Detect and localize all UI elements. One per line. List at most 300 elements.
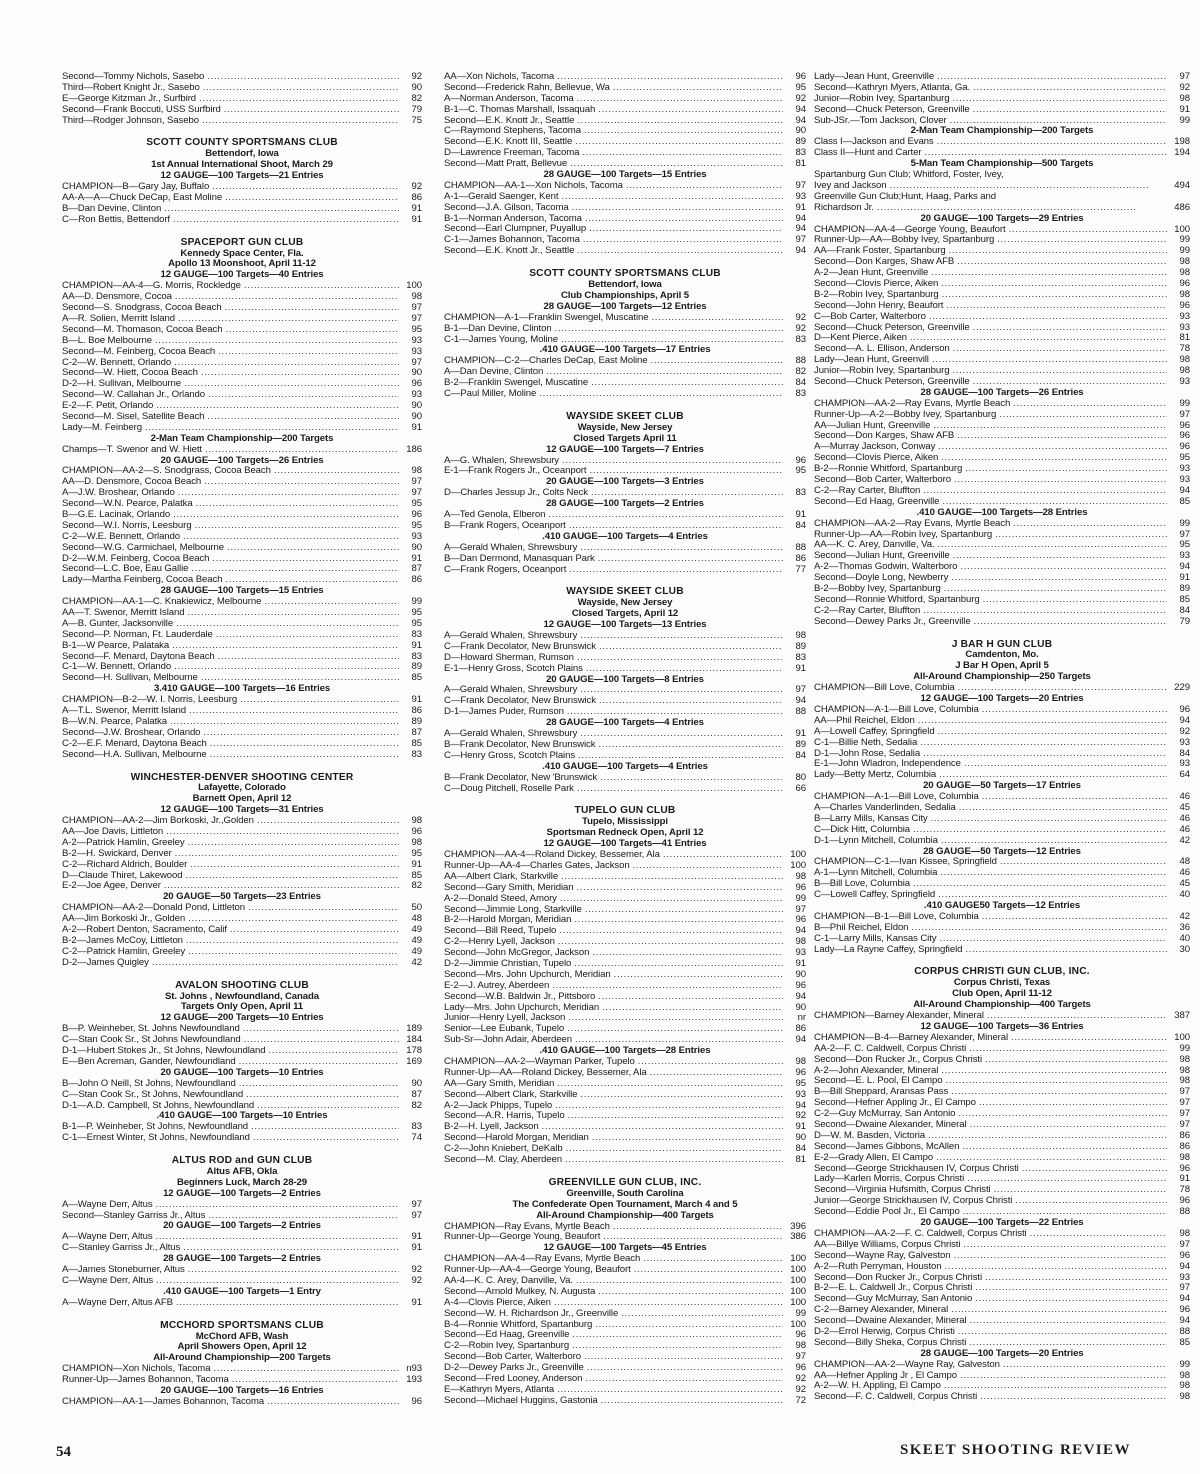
result-score: 93	[1179, 550, 1190, 562]
result-name: E-2—Joe Agee, Denver	[62, 880, 161, 892]
dot-leader	[580, 729, 783, 740]
result-row	[62, 336, 422, 347]
dot-leader	[980, 1392, 1167, 1403]
result-name: B-2—H. Lyell, Jackson	[444, 1121, 539, 1133]
event-heading: 28 GAUGE—100 Targets—15 Entries	[160, 585, 324, 597]
result-row	[814, 312, 1190, 323]
result-score: 91	[411, 858, 422, 870]
result-name: Second—Hefner Appling Jr., El Campo	[814, 1097, 976, 1109]
dot-leader	[156, 1200, 399, 1211]
result-name: Second—Clovis Pierce, Aiken	[814, 452, 939, 464]
event-heading: 1st Annual International Shoot, March 29	[151, 159, 333, 171]
dot-leader	[1015, 1196, 1167, 1207]
result-name: CHAMPION—A-1—Bill Love, Columbia	[814, 791, 979, 803]
result-name: C—Raymond Stephens, Tacoma	[444, 125, 581, 137]
result-score: 97	[795, 1351, 806, 1363]
result-score: 86	[1179, 1140, 1190, 1152]
dot-leader	[568, 1013, 783, 1024]
result-row	[444, 773, 806, 784]
result-row	[62, 1133, 422, 1144]
dot-leader	[941, 836, 1167, 847]
result-name: CHAMPION—AA-2—S. Snodgrass, Cocoa Beach	[62, 465, 271, 477]
dot-leader	[938, 727, 1167, 738]
result-name: Second—Billy Sheka, Corpus Christi	[814, 1336, 967, 1348]
result-score: 97	[795, 179, 806, 191]
result-score: 96	[795, 454, 806, 466]
dot-leader	[965, 945, 1167, 956]
event-heading: Club Championships, April 5	[560, 289, 690, 301]
result-name: A—J.W. Broshear, Orlando	[62, 487, 175, 499]
result-score: 98	[1179, 354, 1190, 366]
dot-leader	[974, 617, 1167, 628]
result-score: 94	[1179, 1293, 1190, 1305]
result-name: Second—M. Sisel, Satellite Beach	[62, 410, 205, 422]
dot-leader	[224, 303, 399, 314]
result-name: Second—Tommy Nichols, Sasebo	[62, 71, 205, 82]
result-name: C-2—Henry Lyell, Jackson	[444, 936, 555, 948]
result-name: A—Gerald Whalen, Shrewsbury	[444, 630, 578, 642]
result-score: 93	[795, 190, 806, 202]
dot-leader	[189, 706, 399, 717]
result-row	[62, 1397, 422, 1408]
result-row	[814, 1262, 1190, 1273]
dot-leader	[585, 1374, 783, 1385]
result-score: 95	[411, 607, 422, 619]
dot-leader	[923, 486, 1167, 497]
event-heading: J Bar H Open, April 5	[955, 660, 1049, 672]
result-score: 30	[1179, 943, 1190, 955]
result-name: B-2—Harold Morgan, Meridian	[444, 914, 572, 926]
result-name: B—P. Weinheber, St. Johns Newfoundland	[62, 1023, 240, 1035]
result-name: AA—K. C. Arey, Danville, Va.	[814, 539, 935, 551]
result-name: CHAMPION—AA-2—Wayman Parker, Tupelo	[444, 1055, 635, 1067]
result-name: CHAMPION—AA-4—Roland Dickey, Bessemer, Ala	[444, 849, 660, 861]
dot-leader	[552, 981, 783, 992]
result-name: D—Claude Thiret, Lakewood	[62, 869, 183, 881]
result-name: B-2—Franklin Swengel, Muscatine	[444, 377, 589, 389]
result-score: 81	[795, 158, 806, 170]
result-name: Third—Robert Knight Jr., Sasebo	[62, 81, 200, 93]
result-score: 86	[411, 574, 422, 586]
result-name: CHAMPION—C-2—Charles DeCap, East Moline	[444, 355, 648, 367]
club-heading: WAYSIDE SKEET CLUB	[566, 586, 684, 598]
dot-leader	[574, 915, 783, 926]
result-row	[814, 617, 1190, 628]
result-score: 91	[795, 662, 806, 674]
event-heading: 28 GAUGE—100 Targets—26 Entries	[920, 386, 1084, 398]
dot-leader	[586, 664, 783, 675]
result-score: 92	[795, 1383, 806, 1395]
result-name: CHAMPION—AA-2—Donald Pond, Littleton	[62, 902, 246, 914]
dot-leader	[963, 1240, 1167, 1251]
result-name: A-2—W. H. Appling, El Campo	[814, 1380, 941, 1392]
dot-leader	[585, 214, 783, 225]
result-row	[444, 883, 806, 894]
result-score: 94	[1179, 714, 1190, 726]
dot-leader	[932, 355, 1167, 366]
result-name: CHAMPION—AA-4—Ray Evans, Myrtle Beach	[444, 1253, 641, 1265]
dot-leader	[199, 94, 399, 105]
club-heading: SCOTT COUNTY SPORTSMANS CLUB	[146, 137, 338, 149]
event-heading: 20 GAUGE—50 Targets—23 Entries	[163, 891, 321, 903]
dot-leader	[931, 268, 1167, 279]
result-score: 92	[411, 1274, 422, 1286]
result-score: 91	[1179, 1173, 1190, 1185]
result-name: Runner-Up—AA—Bobby Ivey, Spartanburg	[814, 234, 995, 246]
dot-leader	[174, 662, 399, 673]
result-name: B-1—C. Thomas Marshall, Issaquah	[444, 103, 596, 115]
dot-leader	[548, 510, 783, 521]
result-score: 85	[1179, 593, 1190, 605]
result-row	[444, 543, 806, 554]
event-heading: All-Around Championship—400 Targets	[913, 999, 1091, 1011]
result-name: B—Bill Love, Columbia	[814, 878, 911, 890]
result-row	[814, 727, 1190, 738]
result-score: 90	[795, 968, 806, 980]
result-score: 64	[1179, 769, 1190, 781]
event-heading: 2-Man Team Championship—200 Targets	[150, 432, 334, 444]
result-score: 96	[1179, 419, 1190, 431]
result-score: 85	[411, 672, 422, 684]
result-score: 96	[1179, 1249, 1190, 1261]
dot-leader	[244, 281, 399, 292]
dot-leader	[969, 1044, 1167, 1055]
result-name: Second—Don Karges, Shaw AFB	[814, 430, 955, 442]
result-name: C—Stan Cook Sr., St Johns Newfoundland	[62, 1034, 241, 1046]
dot-leader	[186, 936, 399, 947]
result-name: E-2—F. Petit, Orlando	[62, 400, 154, 412]
result-name: CHAMPION—AA-1—James Bohannon, Tacoma	[62, 1395, 265, 1407]
result-score: 89	[1179, 582, 1190, 594]
result-name: B-2—Robin Ivey, Spartanburg	[814, 288, 939, 300]
event-heading: Corpus Christi, Texas	[953, 977, 1051, 989]
result-row	[814, 738, 1190, 749]
result-name: B-1—Dan Devine, Clinton	[444, 322, 552, 334]
result-score: 93	[1179, 758, 1190, 770]
result-score: 83	[795, 147, 806, 159]
dot-leader	[953, 551, 1167, 562]
dot-leader	[957, 257, 1167, 268]
result-score: 93	[1179, 474, 1190, 486]
event-heading: 28 GAUGE—100 Targets—4 Entries	[546, 717, 704, 729]
event-heading: 20 GAUGE—100 Targets—26 Entries	[160, 454, 324, 466]
result-score: 96	[1179, 703, 1190, 715]
result-score: 49	[411, 934, 422, 946]
result-name: B-2—Ronnie Whitford, Spartanburg	[814, 463, 963, 475]
dot-leader	[601, 1396, 783, 1407]
event-heading: 28 GAUGE—50 Targets—12 Entries	[923, 845, 1081, 857]
result-name: Second—W. Hiett, Cocoa Beach	[62, 367, 198, 379]
dot-leader	[939, 934, 1167, 945]
result-score: 97	[795, 903, 806, 915]
result-name: D-1—Hubert Stokes Jr., St Johns, Newfoundland	[62, 1045, 266, 1057]
dot-leader	[650, 1068, 783, 1079]
dot-leader	[164, 204, 399, 215]
result-name: B—Larry Mills, Kansas City	[814, 812, 928, 824]
dot-leader	[191, 564, 399, 575]
result-score: 90	[795, 1001, 806, 1013]
result-score: 91	[411, 202, 422, 214]
result-name: A—R. Solien, Merritt Island	[62, 312, 175, 324]
result-row	[444, 1309, 806, 1320]
dot-leader	[580, 685, 783, 696]
result-name: Second—Frederick Rahn, Bellevue, Wa	[444, 81, 610, 93]
result-score: 96	[795, 914, 806, 926]
event-heading: Wayside, New Jersey	[577, 421, 673, 433]
dot-leader	[946, 301, 1167, 312]
event-heading: 12 GAUGE—100 Targets—36 Entries	[920, 1021, 1084, 1032]
result-score: 66	[795, 782, 806, 794]
result-name: C-2—E.F. Menard, Daytona Beach	[62, 737, 207, 749]
result-score: 93	[1179, 463, 1190, 475]
result-score: 88	[1179, 1206, 1190, 1218]
result-name: C-2—W.E. Bennett, Orlando	[62, 530, 181, 542]
result-score: 89	[795, 738, 806, 750]
result-score: 94	[795, 212, 806, 224]
result-row	[62, 1298, 422, 1309]
result-name: Second—Ronnie Whitford, Spartanburg	[814, 593, 980, 605]
event-heading: 12 GAUGE—100 Targets—31 Entries	[160, 804, 324, 816]
dot-leader	[173, 215, 399, 226]
result-score: 90	[411, 400, 422, 412]
dot-leader	[975, 1283, 1167, 1294]
result-score: 84	[795, 749, 806, 761]
result-score: 92	[795, 92, 806, 104]
result-name: Lady—Martha Feinberg, Cocoa Beach	[62, 574, 223, 586]
dot-leader	[982, 912, 1167, 923]
result-name: D—Kent Pierce, Aiken	[814, 332, 907, 344]
result-score: 90	[411, 410, 422, 422]
dot-leader	[979, 1098, 1167, 1109]
dot-leader	[602, 1003, 783, 1014]
result-name: Second—Don Karges, Shaw AFB	[814, 256, 955, 268]
result-score: 94	[795, 990, 806, 1002]
result-score: 97	[411, 302, 422, 314]
result-score: 91	[411, 213, 422, 225]
club-heading: ALTUS ROD and GUN CLUB	[171, 1155, 313, 1167]
result-score: 99	[1179, 397, 1190, 409]
result-name: Second—Julian Hunt, Greenville	[814, 550, 950, 562]
dot-leader	[600, 773, 783, 784]
result-name: CHAMPION—AA-2—Ray Evans, Myrtle Beach	[814, 517, 1011, 529]
dot-leader	[1011, 1033, 1167, 1044]
result-name: A-2—Jean Hunt, Greenville	[814, 267, 929, 279]
club-heading: WINCHESTER-DENVER SHOOTING CENTER	[130, 771, 354, 783]
result-score: nr	[797, 1012, 806, 1024]
result-row	[814, 836, 1190, 847]
result-score: 91	[411, 552, 422, 564]
dot-leader	[257, 816, 399, 827]
result-name: B-2—James McCoy, Littleton	[62, 934, 183, 946]
dot-leader	[577, 653, 783, 664]
result-name: Second—Clovis Pierce, Aiken	[814, 278, 939, 289]
result-score: 85	[1179, 1336, 1190, 1348]
result-score: 94	[795, 925, 806, 937]
dot-leader	[580, 543, 783, 554]
result-name: Second—W.N. Pearce, Palatka	[62, 498, 193, 510]
dot-leader	[933, 421, 1167, 432]
dot-leader	[155, 336, 399, 347]
result-name: D—Charles Jessup Jr., Colts Neck	[444, 487, 588, 499]
club-heading: WAYSIDE SKEET CLUB	[566, 410, 684, 422]
dot-leader	[931, 814, 1167, 825]
result-name: Second—Virginia Hufsmith, Corpus Christi	[814, 1184, 991, 1196]
dot-leader	[210, 750, 399, 761]
result-name: AA—Albert Clark, Starkville	[444, 870, 559, 882]
result-name: C-1—W. Bennett, Orlando	[62, 661, 172, 673]
dot-leader	[953, 344, 1167, 355]
dot-leader	[643, 1254, 783, 1265]
event-heading: 20 GAUGE—100 Targets—16 Entries	[160, 1385, 324, 1397]
dot-leader	[911, 923, 1167, 934]
result-name: Second—Ed Haag, Greenville	[814, 495, 940, 507]
dot-leader	[958, 1109, 1167, 1120]
result-name: Richardson Jr.	[814, 201, 874, 213]
result-name: Second—Wayne Ray, Galveston	[814, 1249, 951, 1261]
dot-leader	[152, 958, 399, 969]
dot-leader	[561, 192, 783, 203]
result-score: 99	[1179, 1042, 1190, 1054]
dot-leader	[985, 1273, 1167, 1284]
result-score: 49	[411, 945, 422, 957]
dot-leader	[176, 1298, 399, 1309]
dot-leader	[913, 825, 1167, 836]
result-score: 100	[790, 849, 806, 861]
event-heading: Wayside, New Jersey	[577, 597, 673, 609]
event-heading: 12 GAUGE—200 Targets—10 Entries	[160, 1012, 324, 1024]
result-name: C-2—Richard Aldrich, Boulder	[62, 858, 188, 870]
result-score: 92	[795, 311, 806, 323]
result-score: 82	[411, 1099, 422, 1111]
result-name: CHAMPION—A-1—Franklin Swengel, Muscatine	[444, 311, 649, 323]
result-name: C-1—Ernest Winter, St Johns, Newfoundland	[62, 1132, 250, 1144]
result-name: C—Henry Gross, Scotch Plains	[444, 749, 576, 761]
result-name: Runner-Up—AA—Robin Ivey, Spartanburg	[814, 528, 993, 540]
result-score: 387	[1174, 1010, 1190, 1022]
dot-leader	[170, 717, 399, 728]
result-score: 91	[411, 639, 422, 651]
result-score: 100	[790, 1264, 806, 1276]
result-score: 193	[406, 1374, 422, 1386]
result-name: D—Lawrence Freeman, Tacoma	[444, 147, 580, 159]
result-score: 92	[411, 71, 422, 82]
dot-leader	[598, 554, 783, 565]
result-name: AA-4—K. C. Arey, Danville, Va.	[444, 1274, 573, 1286]
result-name: A—Lowell Caffey, Springfield	[814, 725, 935, 737]
event-heading: All-Around Championship—250 Targets	[913, 671, 1091, 683]
result-score: 94	[795, 114, 806, 126]
dot-leader	[580, 1090, 783, 1101]
result-score: 94	[795, 223, 806, 235]
result-name: Lady—Karlen Morris, Corpus Christi	[814, 1173, 965, 1185]
result-name: Second—Arnold Mulkey, N. Augusta	[444, 1285, 596, 1297]
result-name: C-2—Ray Carter, Bluffton	[814, 484, 921, 496]
event-heading: 12 GAUGE—100 Targets—20 Entries	[920, 693, 1084, 705]
result-row	[814, 945, 1190, 956]
result-score: 97	[1179, 1282, 1190, 1294]
result-score: 96	[411, 1395, 422, 1407]
dot-leader	[264, 597, 399, 608]
event-heading: 2-Man Team Championship—200 Targets	[910, 125, 1094, 137]
result-name: Second—Chuck Peterson, Greenville	[814, 321, 970, 333]
dot-leader	[599, 642, 783, 653]
dot-leader	[267, 1397, 399, 1408]
result-name: Second—Matt Pratt, Bellevue	[444, 158, 568, 170]
dot-leader	[952, 366, 1167, 377]
dot-leader	[555, 1101, 783, 1112]
result-name: Second—Mrs. John Upchurch, Meridian	[444, 968, 611, 980]
result-name: Runner-Up—A-2—Bobby Ivey, Spartanburg	[814, 408, 997, 420]
result-name: C—Ron Bettis, Bettendorf	[62, 213, 170, 225]
result-score: 84	[795, 377, 806, 389]
dot-leader	[951, 1087, 1167, 1098]
result-score: 99	[411, 596, 422, 608]
dot-leader	[577, 883, 783, 894]
result-score: 96	[795, 979, 806, 991]
result-name: Second—Don Rucker Jr., Corpus Christi	[814, 1271, 982, 1283]
result-score: 97	[1179, 1086, 1190, 1098]
dot-leader	[577, 246, 783, 257]
event-heading: 12 GAUGE—100 Targets—40 Entries	[160, 269, 324, 281]
result-name: AA—D. Densmore, Cocoa Beach	[62, 476, 202, 488]
result-name: C-1—James Young, Moline	[444, 333, 558, 345]
result-score: 78	[1179, 343, 1190, 355]
club-heading: SCOTT COUNTY SPORTSMANS CLUB	[529, 268, 721, 280]
result-name: Second—George Strickhausen IV, Corpus Christi	[814, 1162, 1019, 1174]
result-name: Second—James Gibbons, McAllen	[814, 1140, 960, 1152]
event-heading: All-Around Championship—200 Targets	[153, 1352, 331, 1364]
dot-leader	[201, 368, 399, 379]
result-name: B—Dan Dermond, Manasquan Park	[444, 552, 595, 564]
result-row	[814, 203, 1190, 214]
result-score: 82	[411, 92, 422, 104]
result-score: 98	[795, 630, 806, 642]
result-score: 93	[1179, 1271, 1190, 1283]
result-score: 96	[1179, 1195, 1190, 1207]
result-name: Second—E.K. Knott Jr., Seattle	[444, 114, 575, 126]
event-heading: Closed Targets, April 12	[571, 608, 679, 620]
result-score: 93	[411, 334, 422, 346]
event-heading: McChord AFB, Wash	[195, 1330, 289, 1342]
result-score: 80	[795, 771, 806, 783]
result-score: 95	[1179, 452, 1190, 464]
dot-leader	[938, 540, 1167, 551]
result-name: B—Dan Devine, Clinton	[62, 202, 162, 214]
result-name: Second—L.C. Boe, Eau Gallie	[62, 563, 189, 575]
result-name: C—Wayne Derr, Altus	[62, 1274, 154, 1286]
club-heading: TUPELO GUN CLUB	[574, 805, 676, 817]
result-score: 95	[795, 465, 806, 477]
result-name: A-2—Jack Phipps, Tupelo	[444, 1099, 553, 1111]
result-score: 84	[795, 1143, 806, 1155]
event-heading: Lafayette, Colorado	[198, 782, 286, 794]
dot-leader	[178, 488, 399, 499]
result-score: 93	[795, 1088, 806, 1100]
result-row	[814, 105, 1190, 116]
result-score: 75	[411, 114, 422, 126]
dot-leader	[568, 1111, 783, 1122]
dot-leader	[949, 246, 1167, 257]
result-score: 98	[1179, 1075, 1190, 1087]
result-score: 46	[1179, 823, 1190, 835]
result-score: 100	[790, 859, 806, 871]
dot-leader	[962, 1142, 1167, 1153]
result-score: 83	[795, 487, 806, 499]
club-heading: CORPUS CHRISTI GUN CLUB, INC.	[914, 966, 1090, 978]
dot-leader	[212, 182, 399, 193]
result-name: D-2—Dewey Parks Jr., Greenville	[444, 1362, 584, 1374]
result-name: Sub-JSr.—Tom Jackson, Clover	[814, 114, 947, 126]
